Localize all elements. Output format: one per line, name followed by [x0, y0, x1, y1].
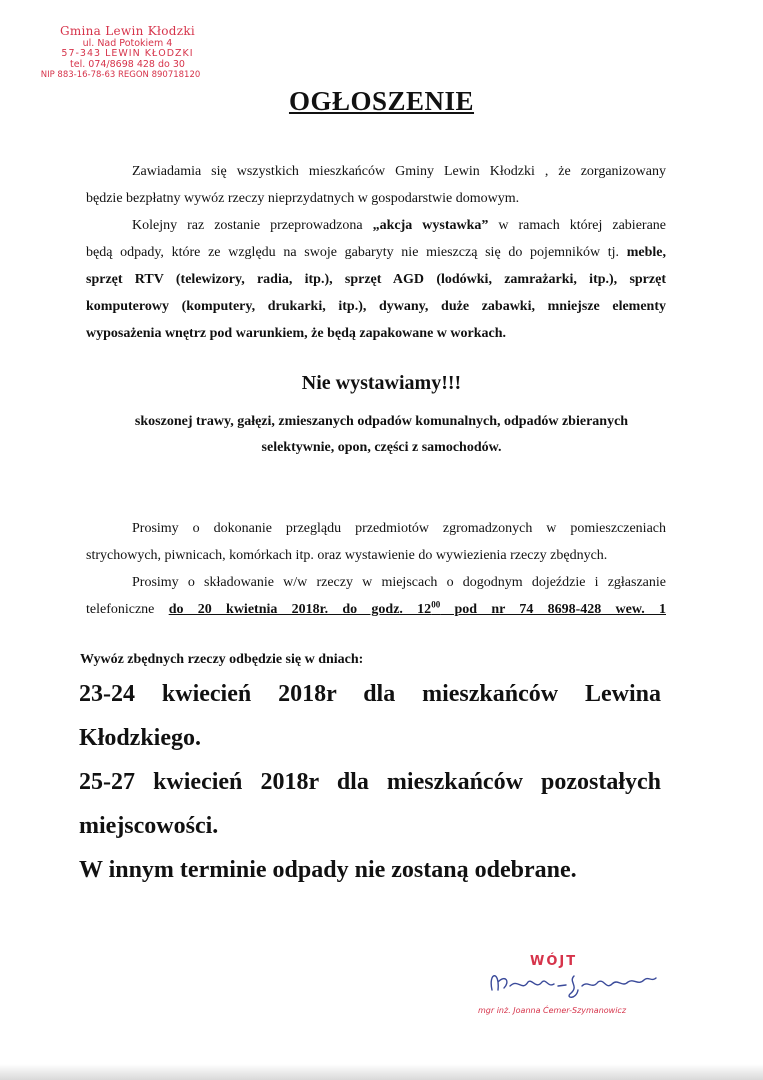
contact-paragraph: [86, 569, 666, 623]
items-line-2: będą odpady, które ze względu na swoje gabaryty nie mieszczą się do pojemników tj. meble,: [86, 245, 666, 260]
action-name: „akcja wystawka”: [372, 218, 489, 233]
schedule-line-1: 23-24 kwiecień 2018r dla mieszkańców Lewina: [79, 681, 661, 707]
intro-line-2: będzie bezpłatny wywóz rzeczy nieprzydatnych w gospodarstwie domowym.: [86, 191, 520, 206]
schedule-entry-lewin: [79, 672, 661, 760]
intro-paragraph: [86, 158, 666, 212]
signature-name: mgr inż. Joanna Ćemer-Szymanowicz: [478, 1006, 627, 1015]
handwritten-signature: [470, 952, 670, 1032]
not-put-out-line-1: skoszonej trawy, gałęzi, zmieszanych odpadów komunalnych, odpadów zbieranych: [134, 414, 629, 429]
schedule-entry-others: [79, 760, 661, 848]
scan-edge-shadow: [0, 1064, 763, 1080]
stamp-street: ul. Nad Potokiem 4: [82, 37, 173, 49]
not-put-out-heading: Nie wystawiamy!!!: [301, 372, 462, 394]
items-line-5: wyposażenia wnętrz pod warunkiem, że będą zapakowane w workach.: [86, 326, 506, 341]
page-title: OGŁOSZENIE: [288, 86, 475, 116]
stamp-nip-regon: NIP 883-16-78-63 REGON 890718120: [40, 70, 201, 80]
items-line-1: Kolejny raz zostanie przeprowadzona „akcja wystawka” w ramach której zabierane: [132, 218, 666, 233]
contact-line-2: telefoniczne do 20 kwietnia 2018r. do godz. $12^{00}$ pod nr 74 8698-428 wew. 1: [86, 599, 666, 617]
review-paragraph: [86, 515, 666, 569]
items-line-4: komputerowy (komputery, drukarki, itp.), dywany, duże zabawki, mniejsze elementy: [86, 299, 666, 314]
stamp-postcode: 57-343 LEWIN KŁODZKI: [61, 48, 194, 59]
schedule-label: Wywóz zbędnych rzeczy odbędzie się w dniach:: [80, 652, 364, 667]
items-line-3: sprzęt RTV (telewizory, radia, itp.), sprzęt AGD (lodówki, zamrażarki, itp.), sprzęt: [86, 272, 666, 287]
schedule-line-3: 25-27 kwiecień 2018r dla mieszkańców pozostałych: [79, 769, 661, 795]
schedule-warning: W innym terminie odpady nie zostaną odebrane.: [79, 857, 577, 883]
stamp-name: Gmina Lewin Kłodzki: [59, 24, 196, 38]
deadline-phone: do 20 kwietnia 2018r. do godz. $12^{00}$ pod nr 74 8698-428 wew. 1: [168, 599, 666, 617]
intro-line-1: Zawiadamia się wszystkich mieszkańców Gminy Lewin Kłodzki , że zorganizowany: [132, 164, 666, 179]
not-put-out-line-2: selektywnie, opon, części z samochodów.: [261, 440, 502, 455]
items-paragraph: [86, 212, 666, 347]
contact-line-1: Prosimy o składowanie w/w rzeczy w miejscach o dogodnym dojeździe i zgłaszanie: [132, 575, 666, 590]
schedule-line-4: miejscowości.: [79, 813, 219, 839]
stamp-phone: tel. 074/8698 428 do 30: [70, 58, 185, 70]
not-put-out-list: [100, 409, 663, 461]
review-line-1: Prosimy o dokonanie przeglądu przedmiotów zgromadzonych w pomieszczeniach: [132, 521, 666, 536]
signature-title: WÓJT: [530, 954, 578, 969]
municipality-stamp: [40, 26, 215, 81]
schedule-line-2: Kłodzkiego.: [79, 725, 202, 751]
review-line-2: strychowych, piwnicach, komórkach itp. oraz wystawienie do wywiezienia rzeczy zbędnych.: [86, 548, 608, 563]
